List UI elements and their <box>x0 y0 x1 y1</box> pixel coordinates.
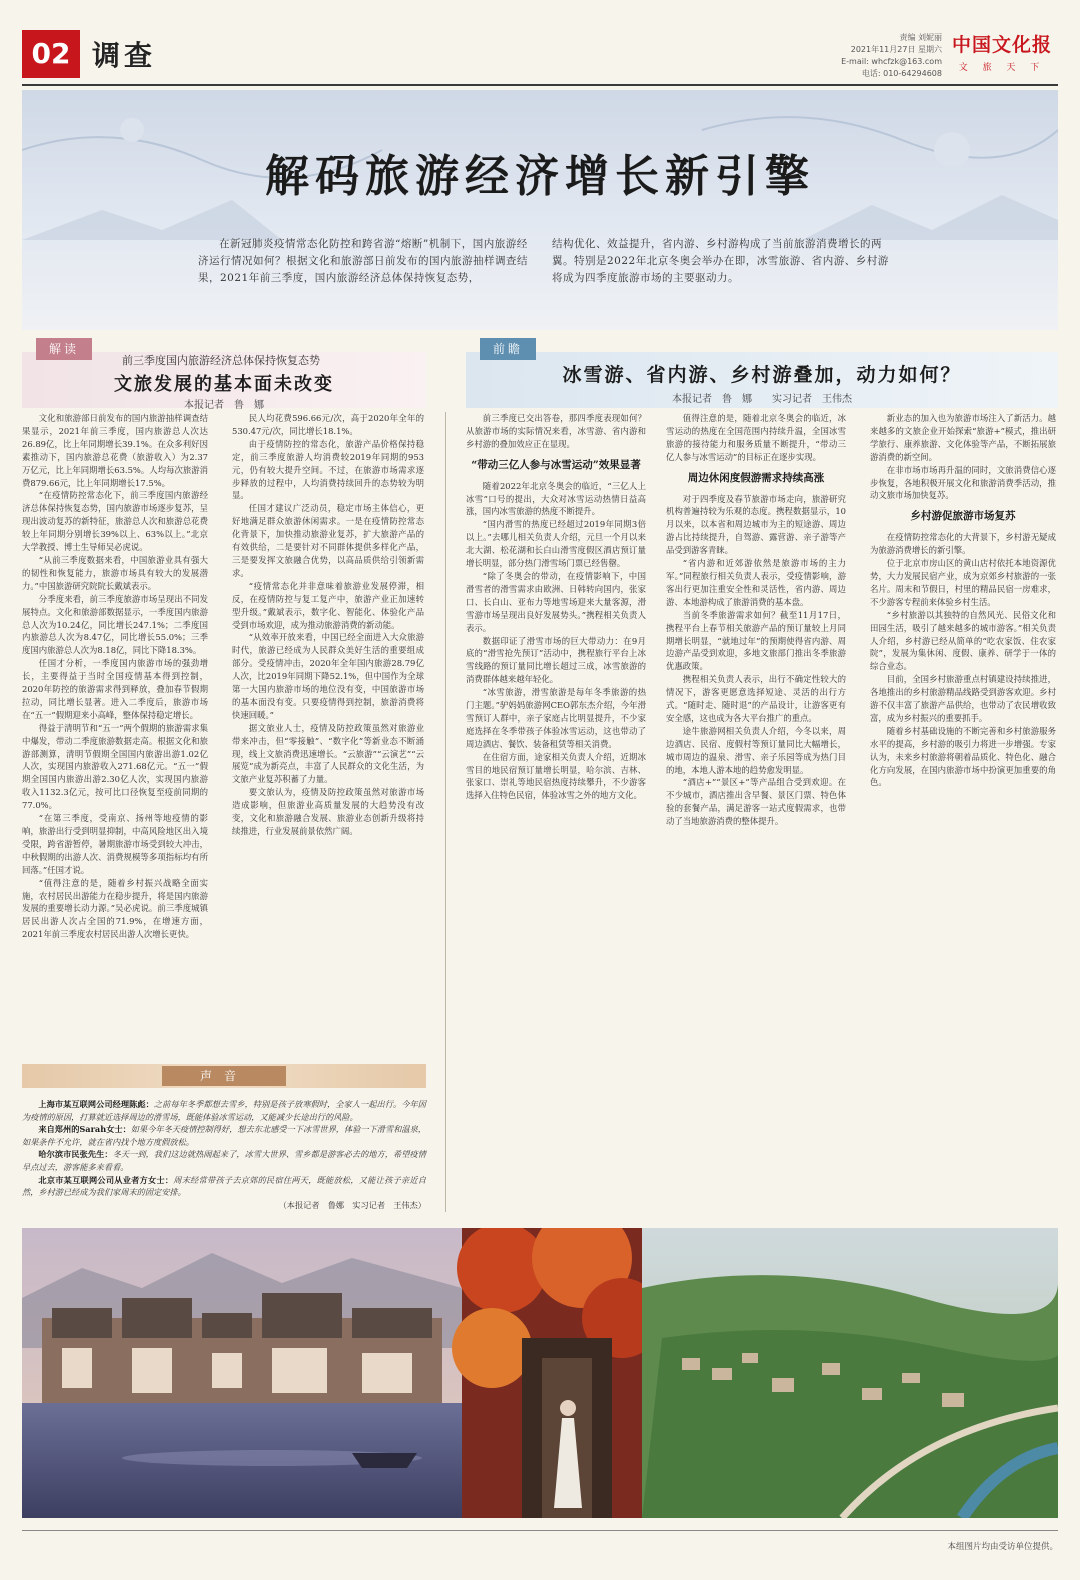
right-story-header <box>466 338 1058 408</box>
main-headline: 解码旅游经济增长新引擎 <box>265 151 815 202</box>
quote-speaker: 上海市某互联网公司经理陈彪： <box>38 1099 154 1109</box>
article-paragraph: “在第三季度，受南京、扬州等地疫情的影响，旅游出行受到明显抑制，中高风险地区出入境受限，跨省游暂停，暑期旅游市场受到较大冲击，中秋假期的出游人次、消费规模等多项指标均有所回落。”任国才说。 <box>22 813 208 875</box>
page-number: 02 <box>22 30 80 78</box>
article-paragraph: 随着乡村基础设施的不断完善和乡村旅游服务水平的提高，乡村游的吸引力将进一步增强。专家认为，未来乡村旅游将朝着品质化、特色化、融合化方向发展，在国内旅游市场中扮演更加重要的角色。 <box>870 725 1056 788</box>
hero-banner <box>22 90 1058 330</box>
lead-paragraph-left: 在新冠肺炎疫情常态化防控和跨省游“熔断”机制下，国内旅游经济运行情况如何？根据文化和旅游部日前发布的国内旅游抽样调查结果，2021年前三季度，国内旅游经济总体保持恢复态势， <box>198 238 528 284</box>
article-paragraph: “在疫情防控常态化下，前三季度国内旅游经济总体保持恢复态势，国内旅游市场逐步复苏，呈现出波动复苏的新特征，旅游总人次和旅游总花费较上年同期分别增长39%以上、63%以上。”北京大学教授、博士生导师吴必虎说。 <box>22 490 208 553</box>
newspaper-logo <box>942 30 1062 78</box>
quote-speaker: 哈尔滨市民张先生： <box>38 1149 113 1160</box>
story-kicker: 前三季度国内旅游经济总体保持恢复态势 <box>122 354 320 367</box>
article-paragraph: 文化和旅游部日前发布的国内旅游抽样调查结果显示，2021年前三季度，国内旅游总人次达26.89亿，比上年同期增长39.1%。在众多利好因素推动下，国内旅游总花费（旅游收入）为2.37万亿元，比上年同期增长63.5%。人均每次旅游消费879.66元，比上年同期增长17.5%。 <box>22 413 208 488</box>
voices-body <box>22 1098 426 1211</box>
article-paragraph: 在非市场市场再升温的同时，文旅消费信心逐步恢复，各地积极开展文化和旅游消费季活动，推动文旅市场加快复苏。 <box>870 464 1056 501</box>
photo-water-town <box>22 1228 462 1518</box>
article-paragraph: 数据印证了滑雪市场的巨大带动力：在9月底的“滑雪抢先预订”活动中，携程旅行平台上冰雪线路的预订量同比增长超过三成，冰雪旅游的消费群体越来越年轻化。 <box>466 635 646 685</box>
section-subheading: 乡村游促旅游市场复苏 <box>910 510 1016 523</box>
logo-name: 中国文化报 <box>951 34 1052 56</box>
photo-autumn-garden <box>452 1228 662 1518</box>
article-paragraph: “冰雪旅游，滑雪旅游是每年冬季旅游的热门主题。”驴妈妈旅游网CEO郭东杰介绍，今年滑雪预订人群中，亲子家庭占比明显提升，不少家庭选择在冬季带孩子体验冰雪运动，这也带动了周边酒店、餐饮、装备租赁等相关消费。 <box>466 687 646 749</box>
article-paragraph: 任国才分析，一季度国内旅游市场的强劲增长，主要得益于当时全国疫情基本得到控制，2020年防控的旅游需求得到释放，叠加春节假期拉动，同比增长显著。进入二季度后，旅游市场在“五一”假期迎来小高峰，整体保持稳定增长。 <box>22 658 208 720</box>
story-tag: 前瞻 <box>480 338 536 360</box>
article-paragraph: 分季度来看，前三季度旅游市场呈现出不同发展特点。文化和旅游部数据显示，一季度国内旅游总人次为10.24亿，同比增长247.1%；二季度国内旅游总人次为8.47亿，同比增长55.0%；三季度国内旅游总人次为8.18亿，同比下降18.3%。 <box>22 593 208 656</box>
quote-text: 之前每年冬季都想去雪乡，特别是孩子放寒假时，全家人一起出行。今年因为疫情的原因，打算就近选择周边的滑雪场，既能体验冰雪运动，又能减少长途出行的风险。 <box>22 1099 426 1122</box>
article-paragraph: “省内游和近郊游依然是旅游市场的主力军。”同程旅行相关负责人表示，受疫情影响，游客出行更加注重安全性和灵活性，省内游、周边游、本地游构成了旅游消费的基本盘。 <box>666 558 846 607</box>
column-divider <box>445 412 446 1212</box>
article-paragraph: 得益于清明节和“五一”两个假期的旅游需求集中爆发，带动二季度旅游数据走高。根据文化和旅游部测算，清明节假期全国国内旅游出游1.02亿人次，实现国内旅游收入271.68亿元。“五一”假期全国国内旅游出游2.30亿人次，实现国内旅游收入1132.3亿元，按可比口径恢复至疫前同期的77.0%。 <box>22 722 208 811</box>
section-name: 调查 <box>92 39 157 72</box>
article-paragraph: 要文旅认为，疫情及防控政策虽然对旅游市场造成影响，但旅游业高质量发展的大趋势没有改变，文化和旅游融合发展、旅游业态创新升级将持续推进，行业发展前景依然广阔。 <box>232 787 424 836</box>
bottom-rule <box>22 1530 1058 1531</box>
editor-line: 责编 刘妮丽 <box>899 33 942 42</box>
article-paragraph: 当前冬季旅游需求如何？截至11月17日，携程平台上春节相关旅游产品的预订量较上月同期增长明显，“就地过年”的预期使得省内游、周边游产品受到欢迎，多地文旅部门推出冬季旅游优惠政策。 <box>666 609 846 672</box>
story-tag: 解读 <box>36 338 92 360</box>
story-title: 冰雪游、省内游、乡村游叠加，动力如何？ <box>562 364 962 386</box>
story-title: 文旅发展的基本面未改变 <box>114 374 334 395</box>
article-paragraph: “酒店+”“景区+”等产品组合受到欢迎。在不少城市，酒店推出含早餐、景区门票、特色体验的套餐产品，满足游客一站式度假需求，也带动了当地旅游消费的整体提升。 <box>666 777 846 827</box>
article-paragraph: “从效率开放来看，中国已经全面进入大众旅游时代，旅游已经成为人民群众美好生活的重要组成部分。受疫情冲击，2020年全年国内旅游28.79亿人次，比2019年同期下降52.1%，但中国作为全球第一大国内旅游市场的地位没有变，中国旅游市场的基本面没有变。只要疫情得到控制，旅游消费将快速回暖。” <box>232 632 424 720</box>
article-column-3 <box>466 412 646 1184</box>
article-paragraph: “值得注意的是，随着乡村振兴战略全面实施，农村居民出游能力在稳步提升，将是国内旅游发展的重要增长动力源。”吴必虎说。前三季度城镇居民出游人次占全国的71.9%，在增速方面，2021年前三季度农村居民出游人次增长更快。 <box>22 877 208 940</box>
article-paragraph: 位于北京市房山区的黄山店村依托本地资源优势，大力发展民宿产业，成为京郊乡村旅游的一张名片。周末和节假日，村里的精品民宿一房难求，不少游客专程前来体验乡村生活。 <box>870 558 1056 607</box>
date-line: 2021年11月27日 星期六 <box>850 45 942 54</box>
article-paragraph: 据文旅业人士，疫情及防控政策虽然对旅游业带来冲击，但“零接触”、“数字化”等新业态不断涌现，线上文旅消费迅速增长。“云旅游”“云演艺”“云展览”成为新亮点，丰富了人民群众的文化生活，为文旅产业复苏积蓄了力量。 <box>232 722 424 785</box>
article-paragraph: “乡村旅游以其独特的自然风光、民俗文化和田园生活，吸引了越来越多的城市游客。”相关负责人介绍，乡村游已经从简单的“吃农家饭、住农家院”，发展为集休闲、度假、康养、研学于一体的综合业态。 <box>870 609 1056 672</box>
quote-text: 如果今年冬天疫情控制得好，想去东北感受一下冰雪世界，体验一下滑雪和温泉，如果条件不允许，就在省内找个地方度假放松。 <box>22 1124 426 1147</box>
left-story-header <box>22 338 426 411</box>
masthead <box>22 30 1058 90</box>
photo-strip <box>22 1228 1058 1518</box>
photo-caption: 本组图片均由受访单位提供。 <box>947 1542 1058 1552</box>
article-column-2 <box>232 412 424 1052</box>
article-column-4 <box>666 412 846 1184</box>
quote-speaker: 来自郑州的Sarah女士： <box>38 1124 131 1135</box>
voice-quote <box>22 1098 426 1123</box>
voices-box <box>22 1064 426 1214</box>
article-paragraph: “疫情常态化并非意味着旅游业发展停滞，相反，在疫情防控与复工复产中，旅游产业正加速转型升级。”戴斌表示，数字化、智能化、体验化产品受到市场欢迎，成为推动旅游消费的新动能。 <box>232 580 424 630</box>
logo-subtitle: 文 旅 天 下 <box>958 63 1046 73</box>
voice-quote <box>22 1148 426 1173</box>
story-byline: 本报记者 鲁 娜 <box>184 400 264 411</box>
article-paragraph: 任国才建议广泛动员，稳定市场主体信心，更好地满足群众旅游休闲需求。一是在疫情防控常态化背景下，加快推动旅游业复苏，扩大旅游产品的有效供给，二是要针对不同群体提供多样化产品，三是要发挥文旅融合优势，以高品质供给引领新需求。 <box>232 503 424 578</box>
editor-info <box>792 32 942 80</box>
photo-collage <box>22 1228 1058 1518</box>
voice-quote <box>22 1174 426 1199</box>
quote-text: 周末经常带孩子去京郊的民宿住两天，既能放松，又能让孩子亲近自然，乡村游已经成为我们家周末的固定安排。 <box>22 1174 426 1198</box>
article-column-1 <box>22 412 208 1052</box>
lead-paragraph-right: 结构优化、效益提升，省内游、乡村游构成了当前旅游消费增长的两翼。特别是2022年北京冬奥会举办在即，冰雪旅游、省内游、乡村游将成为四季度旅游市场的主要驱动力。 <box>552 238 889 284</box>
article-paragraph: 目前，全国乡村旅游重点村镇建设持续推进，各地推出的乡村旅游精品线路受到游客欢迎。乡村游不仅丰富了旅游产品供给，也带动了农民增收致富，成为乡村振兴的重要抓手。 <box>870 674 1056 723</box>
email-line: E-mail: whcfzk@163.com <box>841 57 942 66</box>
article-paragraph: 新业态的加入也为旅游市场注入了新活力。越来越多的文旅企业开始探索“旅游+”模式，推出研学旅行、康养旅游、文化体验等产品，不断拓展旅游消费的新空间。 <box>870 413 1056 462</box>
article-paragraph: 值得注意的是，随着北京冬奥会的临近，冰雪运动的热度在全国范围内持续升温，全国冰雪旅游的接待能力和服务质量不断提升，“带动三亿人参与冰雪运动”的目标正在逐步实现。 <box>666 413 846 462</box>
section-subheading: 周边休闲度假游需求持续高涨 <box>687 471 825 484</box>
article-paragraph: 在疫情防控常态化的大背景下，乡村游无疑成为旅游消费增长的新引擎。 <box>870 532 1056 556</box>
article-column-5 <box>870 412 1056 1184</box>
voice-quote <box>22 1123 426 1148</box>
article-paragraph: “从前三季度数据来看，中国旅游业具有强大的韧性和恢复能力，旅游市场具有较大的发展潜力。”中国旅游研究院院长戴斌表示。 <box>22 554 208 591</box>
article-paragraph: 随着2022年北京冬奥会的临近，“三亿人上冰雪”口号的提出，大众对冰雪运动热情日益高涨，国内冰雪旅游的热度不断提升。 <box>466 480 646 517</box>
article-paragraph: 民人均花费596.66元/次，高于2020年全年的530.47元/次，同比增长18.1%。 <box>232 413 424 436</box>
article-paragraph: “除了冬奥会的带动，在疫情影响下，中国滑雪者的滑雪需求由欧洲、日韩转向国内，张家口、长白山、亚布力等地雪场迎来大量客源，滑雪游市场呈现出良好发展势头。”携程相关负责人表示。 <box>466 570 646 633</box>
photo-village-aerial <box>642 1228 1058 1518</box>
article-paragraph: 携程相关负责人表示，出行不确定性较大的情况下，游客更愿意选择短途、灵活的出行方式。“随时走、随时退”的产品设计，让游客更有安全感，这也成为各大平台推广的重点。 <box>666 674 846 723</box>
top-rule <box>22 84 1058 86</box>
voices-label: 声音 <box>162 1066 286 1086</box>
article-paragraph: 在住宿方面，途家相关负责人介绍，近期冰雪目的地民宿预订量增长明显，哈尔滨、吉林、张家口、崇礼等地民宿热度持续攀升，不少游客选择入住特色民宿，体验冰雪之外的地方文化。 <box>466 751 646 801</box>
hero-decoration <box>22 90 1058 330</box>
section-subheading: “带动三亿人参与冰雪运动”效果显著 <box>471 458 641 471</box>
quote-text: 冬天一到，我们这边就热闹起来了，冰雪大世界、雪乡都是游客必去的地方，希望疫情早点过去，游客能多来看看。 <box>22 1149 426 1172</box>
article-paragraph: 途牛旅游网相关负责人介绍，今冬以来，周边酒店、民宿、度假村等预订量同比大幅增长，城市周边的温泉、滑雪、亲子乐园等成为热门目的地，本地人游本地的趋势愈发明显。 <box>666 725 846 775</box>
article-paragraph: “国内滑雪的热度已经超过2019年同期3倍以上。”去哪儿相关负责人介绍，元旦一个月以来北大湖、松花湖和长白山滑雪度假区酒店预订量增长明显，部分热门滑雪场门票已经售罄。 <box>466 519 646 569</box>
article-paragraph: 前三季度已交出答卷，那四季度表现如何？从旅游市场的实际情况来看，冰雪游、省内游和乡村游的叠加效应正在显现。 <box>466 413 646 449</box>
article-paragraph: 由于疫情防控的常态化，旅游产品价格保持稳定，前三季度旅游人均消费较2019年同期的953元，仍有较大提升空间。不过，在旅游市场需求逐步释放的过程中，人均消费持续回升的态势较为明显。 <box>232 438 424 501</box>
article-paragraph: 对于四季度及春节旅游市场走向，旅游研究机构普遍持较为乐观的态度。携程数据显示，10月以来，以本省和周边城市为主的短途游、周边游占比持续提升，自驾游、露营游、亲子游等产品受到游客青睐。 <box>666 493 846 556</box>
story-byline: 本报记者 鲁 娜 实习记者 王伟杰 <box>672 394 852 405</box>
quote-speaker: 北京市某互联网公司从业者方女士： <box>38 1174 174 1185</box>
voice-signature: （本报记者 鲁娜 实习记者 王伟杰） <box>278 1199 426 1210</box>
phone-line: 电话: 010-64294608 <box>861 69 942 78</box>
